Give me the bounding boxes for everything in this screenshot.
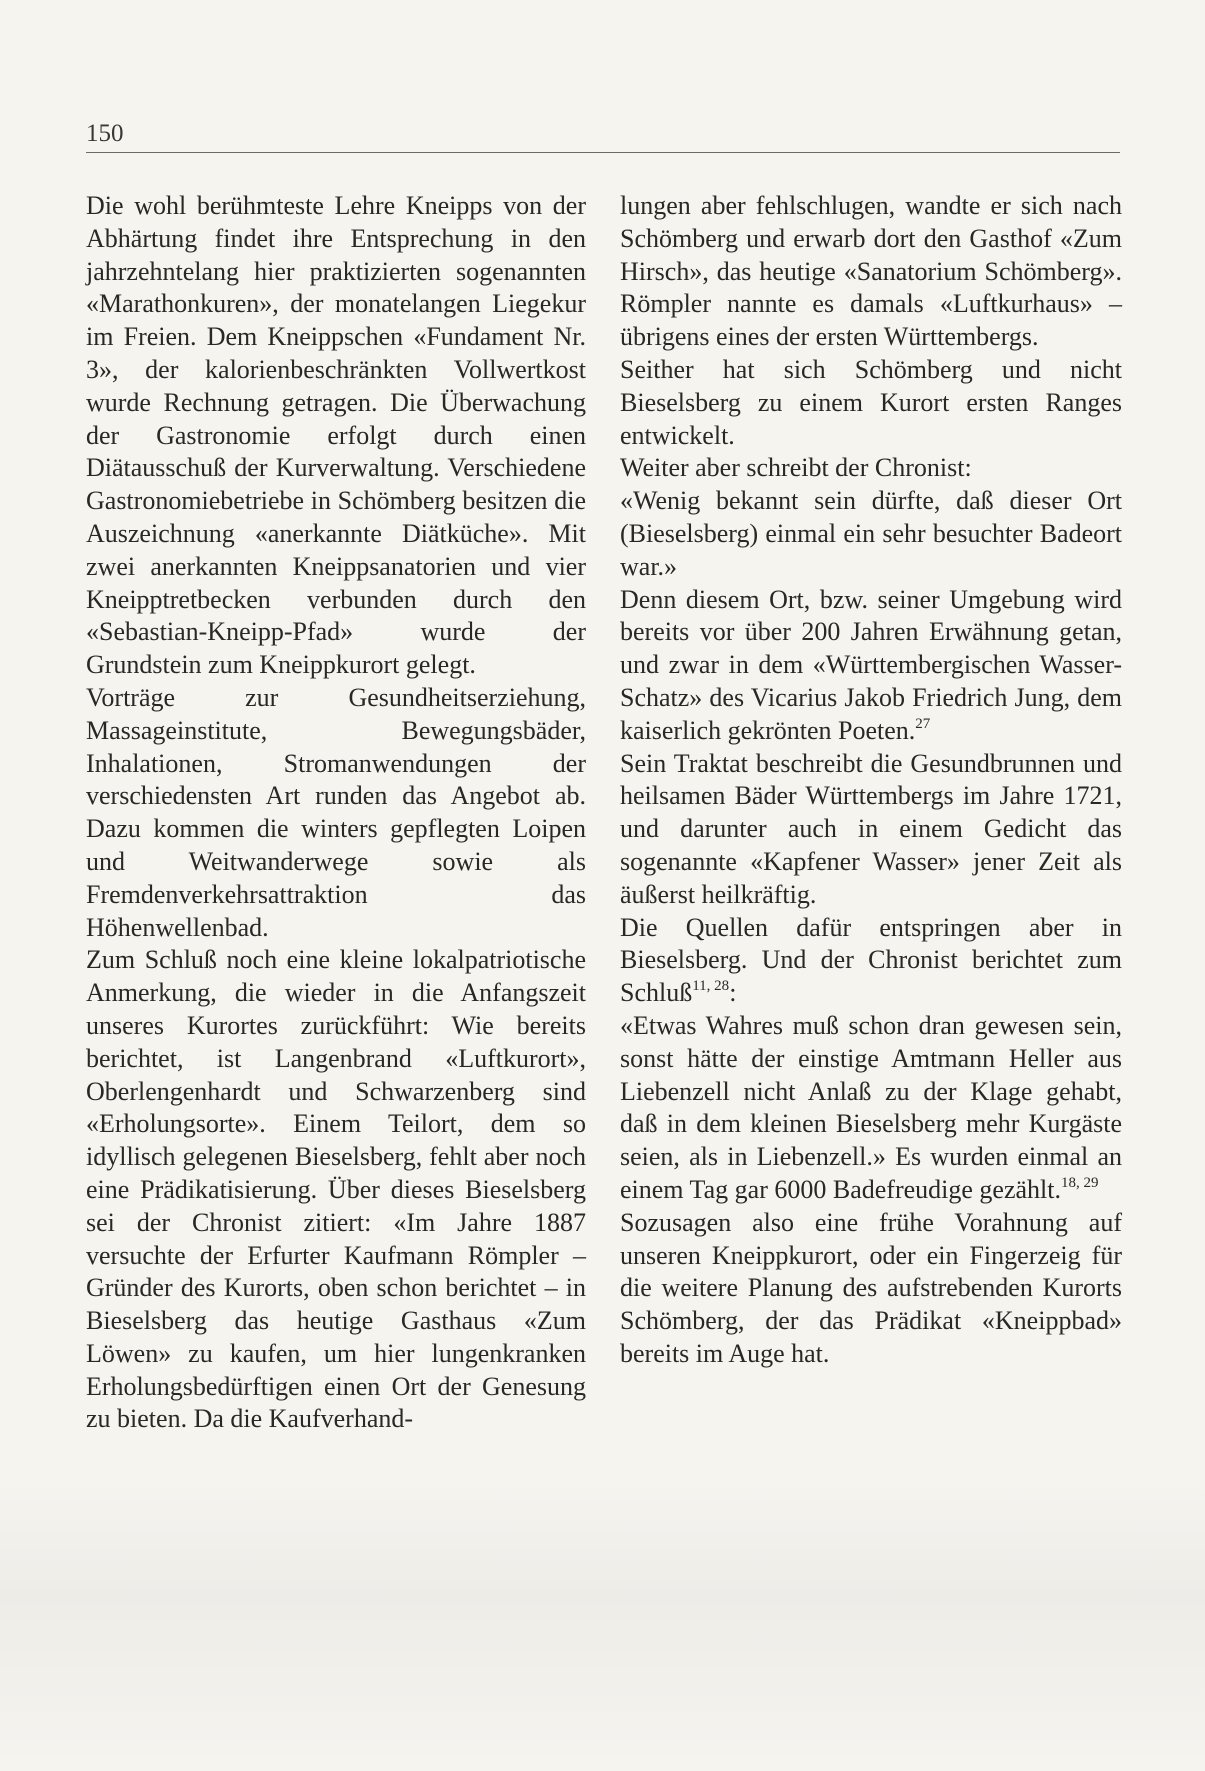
paragraph: Sozusagen also eine frühe Vorahnung auf unseren Kneippkurort, oder ein Fingerzeig für die weitere Planung des aufstrebenden Kurorts Schömberg, der das Prädikat «Kneippbad» bereits im Auge hat. — [620, 1207, 1122, 1368]
paragraph-text: Die Quellen dafür entspringen aber in Bieselsberg. Und der Chronist berichtet zum Schluß — [620, 912, 1122, 1008]
paragraph: Seither hat sich Schömberg und nicht Bieselsberg zu einem Kurort ersten Ranges entwickelt. — [620, 354, 1122, 450]
paragraph — [620, 1010, 1122, 1207]
paragraph — [620, 912, 1122, 1010]
paragraph: Vorträge zur Gesundheitserziehung, Massageinstitute, Bewegungsbäder, Inhalationen, Stromanwendungen der verschiedensten Art runden das Angebot ab. Dazu kommen die winters gepflegten Loipen und Weitwanderwege sowie als Fremdenverkehrsattraktion das Höhenwellenbad. — [86, 682, 586, 942]
paragraph: Weiter aber schreibt der Chronist: — [620, 453, 972, 483]
paragraph: Zum Schluß noch eine kleine lokalpatriotische Anmerkung, die wieder in die Anfangszeit unseres Kurortes zurückführt: Wie bereits berichtet, ist Langenbrand «Luftkurort», Oberlengenhardt und Schwarzenberg sind «Erholungsorte». Einem Teilort, dem so idyllisch gelegenen Bieselsberg, fehlt aber noch eine Prädikatisierung. Über dieses Bieselsberg sei der Chronist zitiert: «Im Jahre 1887 versuchte der Erfurter Kaufmann Römpler – Gründer des Kurorts, oben schon berichtet – in Bieselsberg das heutige Gasthaus «Zum Löwen» zu kaufen, um hier lungenkranken Erholungsbedürftigen einen Ort der Genesung zu bieten. Da die Kaufverhand- — [86, 945, 586, 1434]
paragraph-text: «Etwas Wahres muß schon dran gewesen sein, sonst hätte der einstige Amtmann Heller aus Liebenzell nicht Anlaß zu der Klage gehabt, daß in dem kleinen Bieselsberg mehr Kurgäste seien, als in Liebenzell.» Es wurden einmal an einem Tag gar 6000 Badefreudige gezählt. — [620, 1010, 1122, 1204]
header-rule — [86, 152, 1120, 153]
paragraph: lungen aber fehlschlugen, wandte er sich nach Schömberg und erwarb dort den Gasthof «Zum Hirsch», das heutige «Sanatorium Schömberg». Römpler nannte es damals «Luftkurhaus» – übrigens eines der ersten Württembergs. — [620, 191, 1122, 352]
right-column — [620, 190, 1122, 1371]
footnote-marker: 11, 28 — [692, 978, 730, 995]
paragraph-suffix: : — [729, 978, 737, 1008]
paragraph: «Wenig bekannt sein dürfte, daß dieser Ort (Bieselsberg) einmal ein sehr besuchter Badeort war.» — [620, 486, 1122, 581]
page-number: 150 — [86, 120, 124, 147]
paragraph — [620, 584, 1122, 748]
paragraph: Sein Traktat beschreibt die Gesundbrunnen und heilsamen Bäder Württembergs im Jahre 1721, und darunter auch in einem Gedicht das sogenannte «Kapfener Wasser» jener Zeit als äußerst heilkräftig. — [620, 748, 1122, 909]
paragraph: Die wohl berühmteste Lehre Kneipps von der Abhärtung findet ihre Entsprechung in den jahrzehntelang hier praktizierten sogenannten «Marathonkuren», der monatelangen Liegekur im Freien. Dem Kneippschen «Fundament Nr. 3», der kalorienbeschränkten Vollwertkost wurde Rechnung getragen. Die Überwachung der Gastronomie erfolgt durch einen Diätausschuß der Kurverwaltung. Verschiedene Gastronomiebetriebe in Schömberg besitzen die Auszeichnung «anerkannte Diätküche». Mit zwei anerkannten Kneippsanatorien und vier Kneipptretbecken verbunden durch den «Sebastian-Kneipp-Pfad» wurde der Grundstein zum Kneippkurort gelegt. — [86, 191, 586, 680]
footnote-marker: 27 — [915, 715, 931, 732]
paragraph-text: Denn diesem Ort, bzw. seiner Umgebung wird bereits vor über 200 Jahren Erwähnung getan, und zwar in dem «Württembergischen Wasser-Schatz» des Vicarius Jakob Friedrich Jung, dem kaiserlich gekrönten Poeten. — [620, 584, 1122, 745]
footnote-marker: 18, 29 — [1060, 1174, 1099, 1191]
left-column — [86, 190, 586, 1436]
show-through-shadow — [0, 1480, 1205, 1771]
